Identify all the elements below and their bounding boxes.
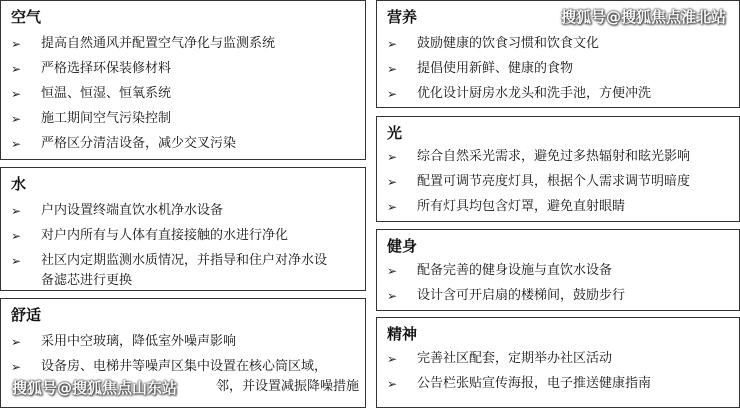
section-title: 水 — [11, 175, 27, 193]
fitness-section: 健身 ➢ 配备完善的健身设施与直饮水设备 ➢ 设计含可开启扇的楼梯间，鼓励步行 — [376, 229, 740, 311]
comfort-section: 舒适 ➢ 采用中空玻璃，降低室外噪声影响 ➢ 设备房、电梯井等噪声区集中设置在核心筒区域， 邻，并设置减振降噪措施 — [0, 298, 366, 408]
arrow-bullet-icon: ➢ — [387, 200, 398, 214]
section-title: 营养 — [387, 8, 418, 26]
section-title: 舒适 — [11, 306, 42, 324]
arrow-bullet-icon: ➢ — [387, 150, 398, 164]
arrow-bullet-icon: ➢ — [387, 87, 398, 101]
arrow-bullet-icon: ➢ — [387, 37, 398, 51]
arrow-bullet-icon: ➢ — [11, 37, 22, 51]
arrow-bullet-icon: ➢ — [387, 62, 398, 76]
arrow-bullet-icon: ➢ — [11, 254, 22, 268]
arrow-bullet-icon: ➢ — [11, 137, 22, 151]
arrow-bullet-icon: ➢ — [11, 335, 22, 349]
section-title: 健身 — [387, 237, 418, 255]
water-section: 水 ➢ 户内设置终端直饮水机净水设备 ➢ 对户内所有与人体有直接接触的水进行净化 ➢ 社区内定期监测水质情况，并指导和住户对净水设 备滤芯进行更换 — [0, 167, 366, 291]
watermark-top: 搜狐号@搜狐焦点淮北站 — [561, 8, 727, 26]
arrow-bullet-icon: ➢ — [11, 229, 22, 243]
watermark-bottom: 搜狐号@搜狐焦点山东站 — [12, 379, 178, 397]
arrow-bullet-icon: ➢ — [11, 87, 22, 101]
section-title: 空气 — [11, 8, 42, 26]
light-section: 光 ➢ 综合自然采光需求，避免过多热辐射和眩光影响 ➢ 配置可调节亮度灯具，根据个人需求调节明暗度 ➢ 所有灯具均包含灯罩，避免直射眼睛 — [376, 116, 740, 222]
air-section: 空气 ➢ 提高自然通风并配置空气净化与监测系统 ➢ 严格选择环保装修材料 ➢ 恒温、恒湿、恒氧系统 ➢ 施工期间空气污染控制 ➢ 严格区分清洁设备，减少交叉污染 — [0, 0, 366, 160]
arrow-bullet-icon: ➢ — [387, 377, 398, 391]
arrow-bullet-icon: ➢ — [11, 360, 22, 374]
arrow-bullet-icon: ➢ — [11, 112, 22, 126]
section-title: 光 — [387, 124, 403, 142]
arrow-bullet-icon: ➢ — [11, 204, 22, 218]
arrow-bullet-icon: ➢ — [387, 289, 398, 303]
section-title: 精神 — [387, 325, 418, 343]
arrow-bullet-icon: ➢ — [11, 62, 22, 76]
spirit-section: 精神 ➢ 完善社区配套，定期举办社区活动 ➢ 公告栏张贴宣传海报，电子推送健康指南 — [376, 317, 740, 408]
arrow-bullet-icon: ➢ — [387, 352, 398, 366]
arrow-bullet-icon: ➢ — [387, 264, 398, 278]
arrow-bullet-icon: ➢ — [387, 175, 398, 189]
nutrition-section: 营养 ➢ 鼓励健康的饮食习惯和饮食文化 ➢ 提倡使用新鲜、健康的食物 ➢ 优化设计厨房水龙头和洗手池，方便冲洗 — [376, 0, 740, 108]
